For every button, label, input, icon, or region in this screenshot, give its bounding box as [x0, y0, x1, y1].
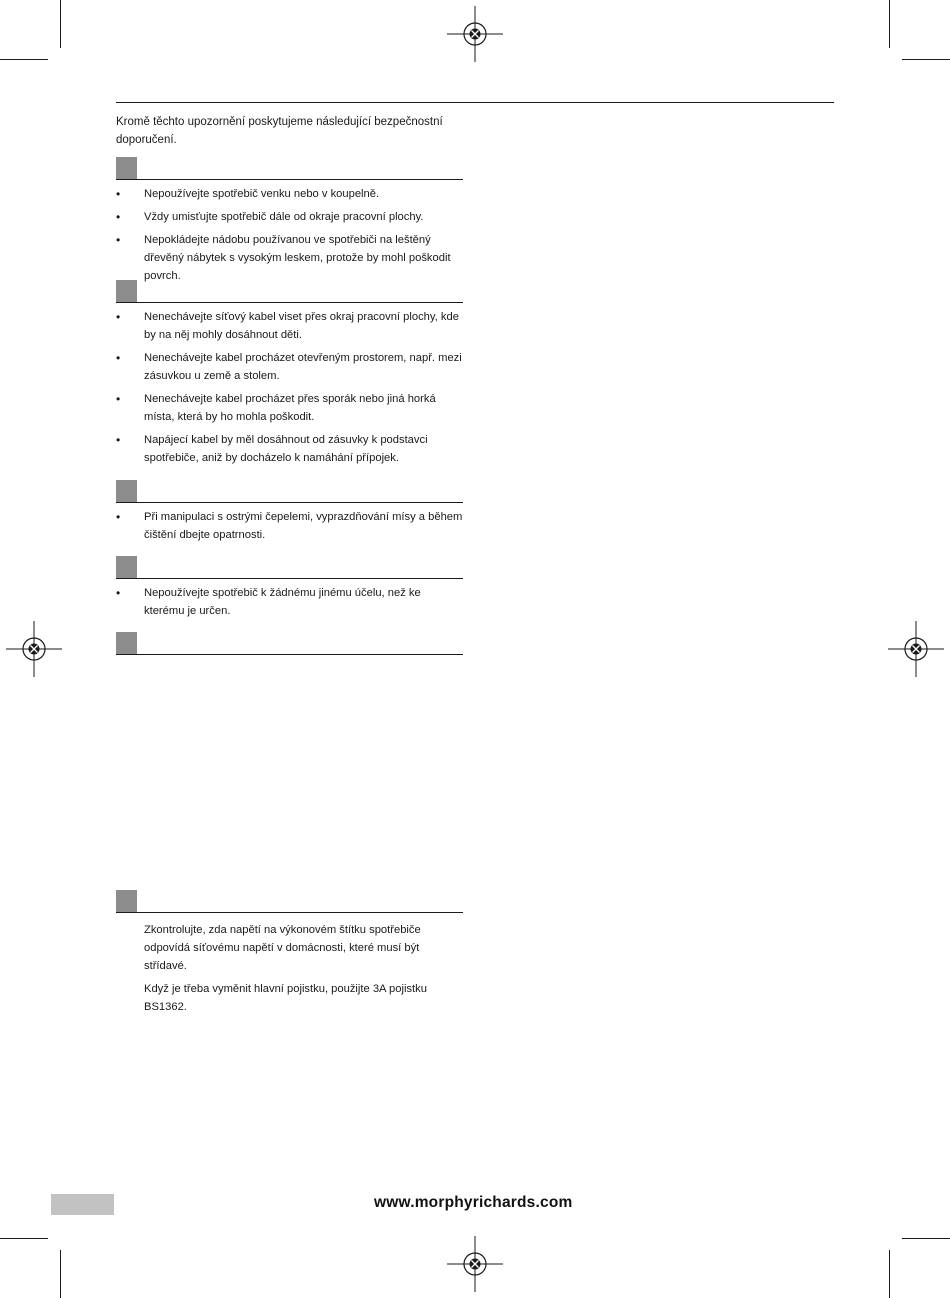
crop-mark	[60, 1250, 61, 1298]
list-item: • Nepoužívejte spotřebič k žádnému jinému účelu, než ke kterému je určen.	[116, 586, 421, 617]
list-item: • Nenechávejte kabel procházet otevřeným prostorem, např. mezi zásuvkou u země a stolem.	[116, 351, 462, 382]
crop-mark	[889, 0, 890, 48]
section-marker	[116, 556, 137, 578]
crop-mark	[902, 1238, 950, 1239]
section-marker	[116, 632, 137, 654]
crop-mark	[0, 59, 48, 60]
section-header	[116, 480, 463, 503]
section-marker	[116, 890, 137, 912]
top-rule	[116, 102, 834, 103]
section-marker	[116, 157, 137, 179]
registration-mark-icon	[447, 6, 503, 62]
list-item: • Nepoužívejte spotřebič venku nebo v koupelně.	[116, 187, 380, 201]
registration-mark-icon	[6, 621, 62, 677]
section-header	[116, 280, 463, 303]
safety-section-empty	[116, 632, 463, 655]
list-item: • Vždy umisťujte spotřebič dále od okraje pracovní plochy.	[116, 210, 424, 224]
section-header	[116, 632, 463, 655]
list-item: • Nepokládejte nádobu používanou ve spotřebiči na leštěný dřevěný nábytek s vysokým leskem, protože by mohl poškodit povrch.	[116, 233, 451, 282]
page-number-tab	[51, 1194, 114, 1215]
intro-text: Kromě těchto upozornění poskytujeme následující bezpečnostní doporučení.	[116, 116, 443, 146]
list-item: • Při manipulaci s ostrými čepelemi, vyprazdňování mísy a během čištění dbejte opatrnosti.	[116, 510, 463, 541]
registration-mark-icon	[888, 621, 944, 677]
crop-mark	[0, 1238, 48, 1239]
crop-mark	[60, 0, 61, 48]
crop-mark	[902, 59, 950, 60]
safety-section-location	[116, 157, 463, 285]
safety-section-blades	[116, 480, 463, 544]
electrical-paragraph: Zkontrolujte, zda napětí na výkonovém štítku spotřebiče odpovídá síťovému napětí v domácnosti, které musí být střídavé.	[144, 924, 421, 972]
section-header	[116, 157, 463, 180]
list-item: • Nenechávejte kabel procházet přes sporák nebo jiná horká místa, která by ho mohla poškodit.	[116, 392, 436, 423]
electrical-section	[116, 890, 463, 1016]
section-header	[116, 890, 463, 913]
crop-mark	[889, 1250, 890, 1298]
list-item: • Nenechávejte síťový kabel viset přes okraj pracovní plochy, kde by na něj mohly dosáhnout děti.	[116, 310, 459, 341]
section-marker	[116, 480, 137, 502]
electrical-paragraph: Když je třeba vyměnit hlavní pojistku, použijte 3A pojistku BS1362.	[144, 983, 427, 1013]
registration-mark-icon	[447, 1236, 503, 1292]
safety-section-usage	[116, 556, 463, 620]
section-header	[116, 556, 463, 579]
footer-url: www.morphyrichards.com	[374, 1194, 573, 1211]
list-item: • Napájecí kabel by měl dosáhnout od zásuvky k podstavci spotřebiče, aniž by docházelo k namáhání přípojek.	[116, 433, 428, 464]
safety-section-cable	[116, 280, 463, 467]
section-marker	[116, 280, 137, 302]
